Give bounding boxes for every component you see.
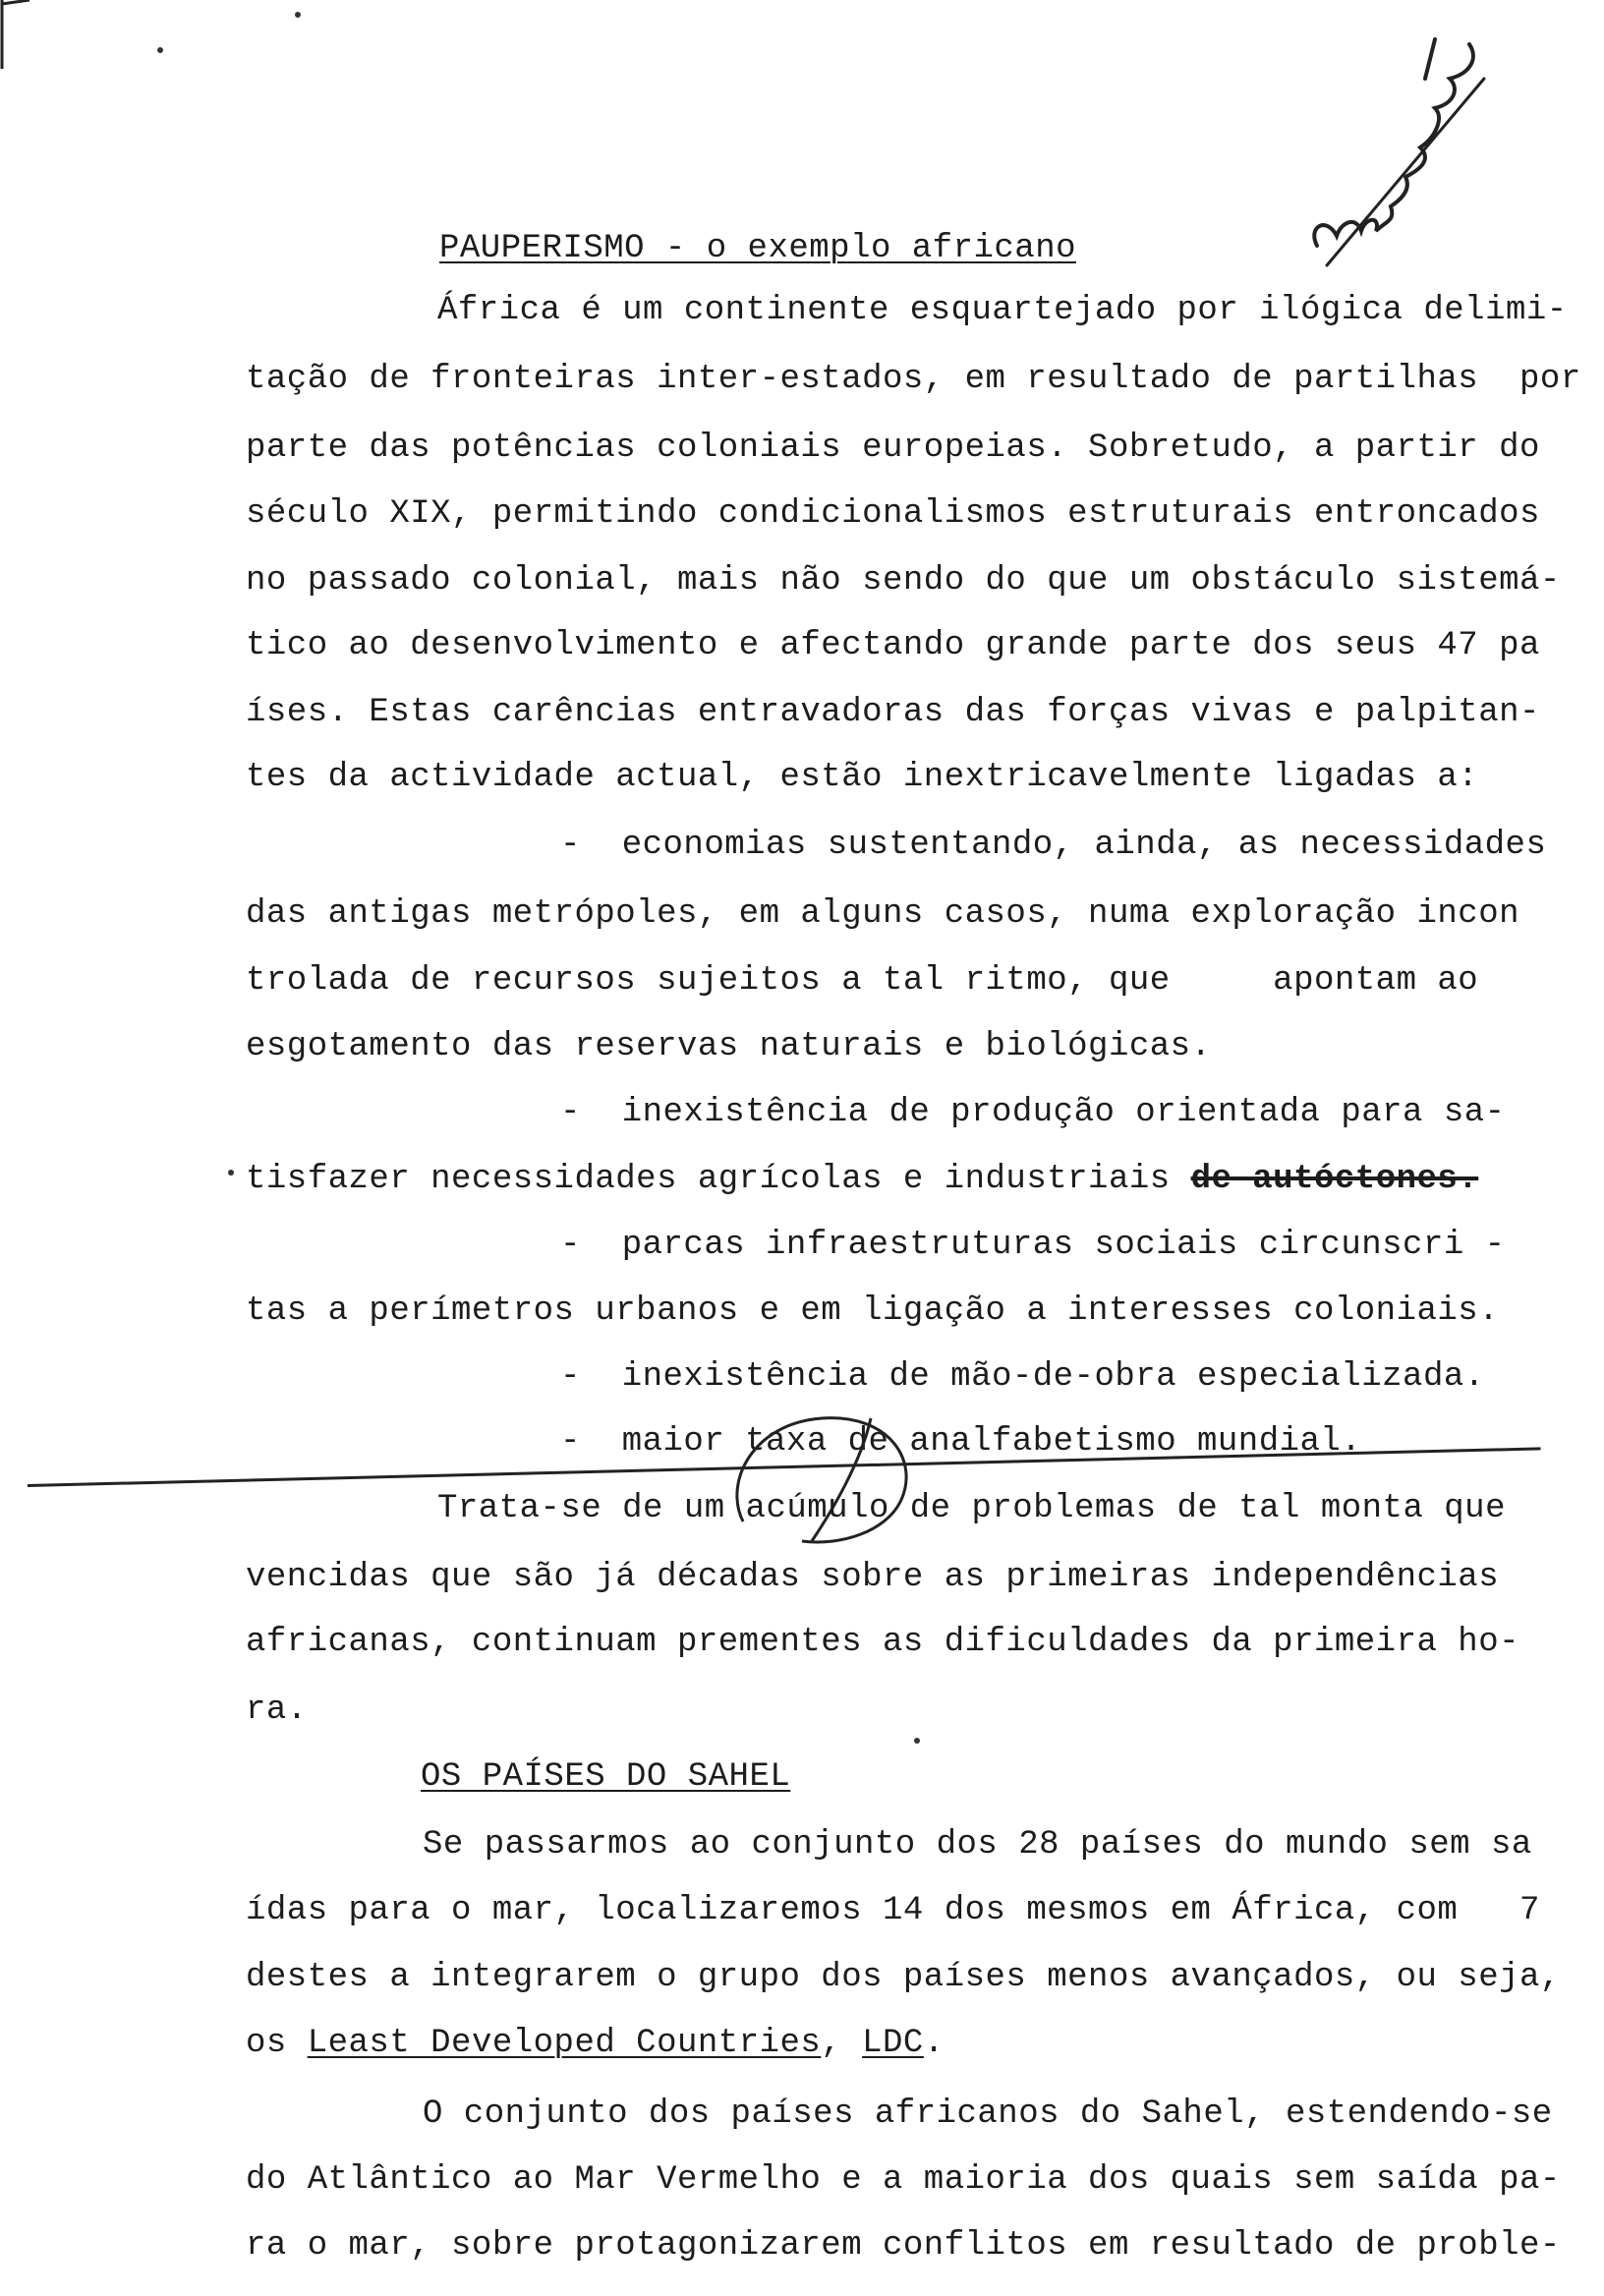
text-line: parte das potências coloniais europeias. Sobretudo, a partir do	[246, 430, 1540, 467]
bullet-line: - inexistência de mão-de-obra especializada.	[560, 1358, 1485, 1396]
text-line: ídas para o mar, localizaremos 14 dos mesmos em África, com 7	[246, 1892, 1540, 1929]
speck	[157, 47, 163, 53]
text-line: das antigas metrópoles, em alguns casos, numa exploração incon	[246, 895, 1520, 933]
text-line: destes a integrarem o grupo dos países menos avançados, ou seja,	[246, 1959, 1561, 1996]
text-span: tisfazer necessidades agrícolas e industriais	[246, 1161, 1191, 1198]
ldc-term: Least Developed Countries	[307, 2025, 822, 2062]
text-line: século XIX, permitindo condicionalismos estruturais entroncados	[246, 495, 1540, 533]
bullet-line: - inexistência de produção orientada para sa-	[560, 1094, 1506, 1131]
text-line: Trata-se de um acúmulo de problemas de tal monta que	[437, 1490, 1506, 1527]
text-line	[246, 1160, 1478, 1199]
text-line: vencidas que são já décadas sobre as primeiras independências	[246, 1559, 1500, 1596]
text-line	[246, 2024, 945, 2063]
handwritten-circle	[723, 1404, 930, 1551]
speck	[295, 12, 301, 18]
ldc-abbreviation: LDC	[862, 2025, 924, 2062]
text-line: íses. Estas carências entravadoras das forças vivas e palpitan-	[246, 694, 1540, 731]
text-line: O conjunto dos países africanos do Sahel, estendendo-se	[423, 2095, 1553, 2133]
section-heading-pauperismo: PAUPERISMO - o exemplo africano	[439, 230, 1077, 267]
text-line: tes da actividade actual, estão inextricavelmente ligadas a:	[246, 759, 1479, 796]
speck	[228, 1170, 234, 1176]
page-corner-mark	[0, 0, 39, 118]
text-line: ra o mar, sobre protagonizarem conflitos em resultado de proble-	[246, 2227, 1561, 2265]
bullet-line: - economias sustentando, ainda, as necessidades	[560, 827, 1547, 864]
text-span: os	[246, 2025, 308, 2062]
text-line: África é um continente esquartejado por ilógica delimi-	[437, 292, 1568, 329]
text-line: tas a perímetros urbanos e em ligação a interesses coloniais.	[246, 1292, 1500, 1330]
bullet-line: - parcas infraestruturas sociais circunscri -	[560, 1227, 1506, 1264]
text-span: .	[923, 2025, 945, 2062]
text-line: no passado colonial, mais não sendo do que um obstáculo sistemá-	[246, 562, 1561, 600]
text-line: africanas, continuam prementes as dificuldades da primeira ho-	[246, 1624, 1520, 1661]
bullet-line: - maior taxa de analfabetismo mundial.	[560, 1423, 1362, 1461]
text-line: ra.	[246, 1692, 308, 1729]
text-span: ,	[821, 2025, 863, 2062]
text-line: trolada de recursos sujeitos a tal ritmo, que apontam ao	[246, 962, 1479, 1000]
text-line: tação de fronteiras inter-estados, em resultado de partilhas por	[246, 361, 1581, 398]
speck	[914, 1738, 920, 1744]
struck-text: de autóctones.	[1190, 1161, 1479, 1198]
text-line: do Atlântico ao Mar Vermelho e a maioria dos quais sem saída pa-	[246, 2161, 1561, 2199]
text-line: esgotamento das reservas naturais e biológicas.	[246, 1028, 1212, 1065]
text-line: tico ao desenvolvimento e afectando grande parte dos seus 47 pa	[246, 627, 1540, 664]
text-line: Se passarmos ao conjunto dos 28 países do mundo sem sa	[423, 1826, 1532, 1864]
handwritten-annotation	[1288, 20, 1543, 275]
section-heading-sahel: OS PAÍSES DO SAHEL	[421, 1758, 791, 1796]
